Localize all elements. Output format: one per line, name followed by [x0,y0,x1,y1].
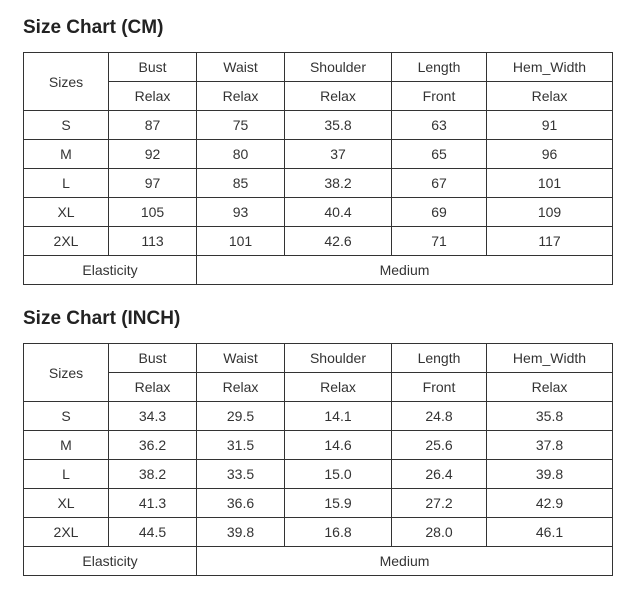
subheader-length: Front [392,82,487,111]
value-cell: 16.8 [285,518,392,547]
value-cell: 29.5 [197,402,285,431]
elasticity-row [24,256,613,285]
column-header-hem-width: Hem_Width [487,53,613,82]
value-cell: 46.1 [487,518,613,547]
table-row [24,431,613,460]
value-cell: 42.6 [285,227,392,256]
value-cell: 71 [392,227,487,256]
size-cell: XL [24,489,109,518]
value-cell: 65 [392,140,487,169]
value-cell: 101 [197,227,285,256]
subheader-hem-width: Relax [487,82,613,111]
value-cell: 14.1 [285,402,392,431]
value-cell: 117 [487,227,613,256]
value-cell: 41.3 [109,489,197,518]
subheader-shoulder: Relax [285,373,392,402]
elasticity-label: Elasticity [24,547,197,576]
value-cell: 34.3 [109,402,197,431]
value-cell: 15.9 [285,489,392,518]
column-header-length: Length [392,53,487,82]
size-cell: M [24,140,109,169]
table-row [24,489,613,518]
table-row [24,227,613,256]
subheader-hem-width: Relax [487,373,613,402]
column-header-shoulder: Shoulder [285,53,392,82]
value-cell: 75 [197,111,285,140]
table-row [24,140,613,169]
value-cell: 31.5 [197,431,285,460]
value-cell: 85 [197,169,285,198]
size-cell: L [24,169,109,198]
value-cell: 15.0 [285,460,392,489]
subheader-bust: Relax [109,82,197,111]
value-cell: 113 [109,227,197,256]
table-subheader-row [24,82,613,111]
size-chart-cm-table [23,52,613,285]
size-cell: L [24,460,109,489]
value-cell: 92 [109,140,197,169]
value-cell: 37.8 [487,431,613,460]
table-row [24,518,613,547]
table-row [24,460,613,489]
value-cell: 87 [109,111,197,140]
elasticity-value: Medium [197,256,613,285]
table-row [24,198,613,227]
subheader-shoulder: Relax [285,82,392,111]
subheader-waist: Relax [197,82,285,111]
value-cell: 69 [392,198,487,227]
size-chart-inch-table [23,343,613,576]
table-header-row [24,344,613,373]
size-cell: 2XL [24,518,109,547]
column-header-waist: Waist [197,53,285,82]
size-cell: S [24,111,109,140]
table-row [24,402,613,431]
value-cell: 26.4 [392,460,487,489]
value-cell: 38.2 [109,460,197,489]
column-header-hem-width: Hem_Width [487,344,613,373]
size-chart-inch-title: Size Chart (INCH) [23,308,181,329]
value-cell: 109 [487,198,613,227]
value-cell: 42.9 [487,489,613,518]
column-header-waist: Waist [197,344,285,373]
value-cell: 37 [285,140,392,169]
table-row [24,169,613,198]
value-cell: 25.6 [392,431,487,460]
value-cell: 39.8 [197,518,285,547]
elasticity-label: Elasticity [24,256,197,285]
value-cell: 67 [392,169,487,198]
column-header-shoulder: Shoulder [285,344,392,373]
value-cell: 91 [487,111,613,140]
size-chart-cm-title: Size Chart (CM) [23,17,164,38]
value-cell: 35.8 [487,402,613,431]
subheader-waist: Relax [197,373,285,402]
value-cell: 40.4 [285,198,392,227]
table-subheader-row [24,373,613,402]
column-header-bust: Bust [109,53,197,82]
value-cell: 105 [109,198,197,227]
elasticity-value: Medium [197,547,613,576]
sizes-header: Sizes [24,53,109,111]
subheader-length: Front [392,373,487,402]
value-cell: 80 [197,140,285,169]
value-cell: 63 [392,111,487,140]
value-cell: 33.5 [197,460,285,489]
size-cell: 2XL [24,227,109,256]
value-cell: 36.2 [109,431,197,460]
value-cell: 93 [197,198,285,227]
elasticity-row [24,547,613,576]
value-cell: 97 [109,169,197,198]
table-row [24,111,613,140]
value-cell: 28.0 [392,518,487,547]
value-cell: 27.2 [392,489,487,518]
value-cell: 35.8 [285,111,392,140]
value-cell: 36.6 [197,489,285,518]
value-cell: 101 [487,169,613,198]
column-header-length: Length [392,344,487,373]
value-cell: 39.8 [487,460,613,489]
value-cell: 96 [487,140,613,169]
size-cell: XL [24,198,109,227]
value-cell: 38.2 [285,169,392,198]
value-cell: 24.8 [392,402,487,431]
size-cell: S [24,402,109,431]
size-cell: M [24,431,109,460]
column-header-bust: Bust [109,344,197,373]
value-cell: 14.6 [285,431,392,460]
value-cell: 44.5 [109,518,197,547]
sizes-header: Sizes [24,344,109,402]
table-header-row [24,53,613,82]
subheader-bust: Relax [109,373,197,402]
